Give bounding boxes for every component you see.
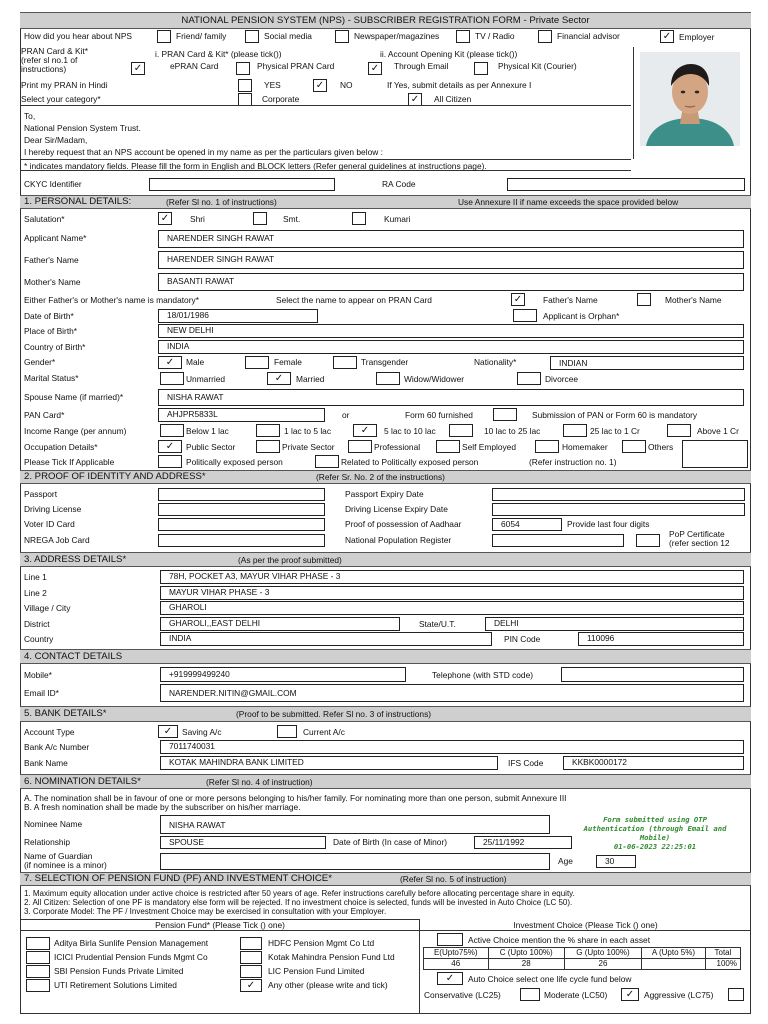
place-of-birth-field[interactable]: NEW DELHI xyxy=(158,324,744,338)
orphan-label: Applicant is Orphan* xyxy=(543,311,620,321)
pf-kotak-checkbox[interactable] xyxy=(240,951,262,964)
gender-transgender-label: Transgender xyxy=(361,357,409,367)
hear-checkbox-newspaper[interactable] xyxy=(335,30,349,43)
dob-label: Date of Birth* xyxy=(24,311,74,321)
asset-value-c[interactable]: 28 xyxy=(488,959,564,970)
salutation-kumari-checkbox[interactable] xyxy=(352,212,366,225)
mobile-label: Mobile* xyxy=(24,670,52,680)
pran-label-line3: instructions) xyxy=(21,64,67,74)
npr-label: National Population Register xyxy=(345,535,452,545)
guardian-label xyxy=(24,852,107,870)
category-all-citizen-label: All Citizen xyxy=(434,94,472,104)
income-opt1-checkbox[interactable] xyxy=(256,424,280,437)
asset-col-e: E(Upto75%) xyxy=(424,948,489,959)
pan-field[interactable]: AHJPR5833L xyxy=(158,408,325,422)
driving-license-expiry-input[interactable] xyxy=(492,503,745,516)
income-opt2-checkbox[interactable]: ✓ xyxy=(353,424,377,437)
gender-label: Gender* xyxy=(24,357,56,367)
email-field[interactable]: NARENDER.NITIN@GMAIL.COM xyxy=(160,684,744,702)
nrega-label: NREGA Job Card xyxy=(24,535,90,545)
occupation-self-checkbox[interactable] xyxy=(436,440,460,453)
account-current-label: Current A/c xyxy=(303,727,345,737)
letter-request: I hereby request that an NPS account be opened in my name as per the particulars given below : xyxy=(24,147,383,157)
pran-label-line1: PRAN Card & Kit* xyxy=(21,46,89,56)
hindi-yes-checkbox[interactable] xyxy=(238,79,252,92)
address-district-label: District xyxy=(24,619,50,629)
section-contact-title: 4. CONTACT DETAILS xyxy=(24,650,123,662)
hear-checkbox-employer[interactable]: ✓ xyxy=(660,30,674,43)
income-opt1-label: 1 lac to 5 lac xyxy=(284,426,332,436)
income-opt0-checkbox[interactable] xyxy=(160,424,184,437)
investment-title: Investment Choice (Please Tick () one) xyxy=(513,920,658,930)
category-corporate-label: Corporate xyxy=(262,94,300,104)
gender-male-label: Male xyxy=(186,357,205,367)
marital-unmarried-checkbox[interactable] xyxy=(160,372,184,385)
pop-certificate-checkbox[interactable] xyxy=(636,534,660,547)
nominee-dob-label: Date of Birth (In case of Minor) xyxy=(333,837,448,847)
section-contact-header xyxy=(20,649,751,664)
income-opt4-checkbox[interactable] xyxy=(563,424,587,437)
pan-label: PAN Card* xyxy=(24,410,65,420)
email-label: Email ID* xyxy=(24,688,59,698)
bank-name-label: Bank Name xyxy=(24,758,68,768)
hindi-no-checkbox[interactable]: ✓ xyxy=(313,79,327,92)
pension-fund-title: Pension Fund* (Please Tick () one) xyxy=(155,920,285,930)
income-opt3-label: 10 lac to 25 lac xyxy=(484,426,541,436)
asset-value-total: 100% xyxy=(705,959,740,970)
account-saving-checkbox[interactable]: ✓ xyxy=(158,725,178,738)
hear-checkbox-friend[interactable] xyxy=(157,30,171,43)
epran-label: ePRAN Card xyxy=(170,61,219,71)
address-state-label: State/U.T. xyxy=(419,619,456,629)
account-saving-label: Saving A/c xyxy=(182,727,222,737)
pep-related-label: Related to Politically exposed person xyxy=(341,457,479,467)
nationality-label: Nationality* xyxy=(474,357,517,367)
mandatory-note: * indicates mandatory fields. Please fill the form in English and BLOCK letters (Refer general guidelines at instructions page). xyxy=(24,161,487,171)
pf-sbi-label: SBI Pension Funds Private Limited xyxy=(54,966,184,976)
form-title: NATIONAL PENSION SYSTEM (NPS) - SUBSCRIBER REGISTRATION FORM - Private Sector xyxy=(181,14,590,26)
physical-kit-checkbox[interactable] xyxy=(474,62,488,75)
hear-checkbox-social[interactable] xyxy=(245,30,259,43)
lc-aggressive-checkbox[interactable] xyxy=(728,988,744,1001)
pf-note-2: 2. All Citizen: Selection of one PF is mandatory else form will be rejected. If no investment choice is selected, funds will be invested in Auto Choice (LC 50). xyxy=(24,898,573,907)
asset-col-g: G (Upto 100%) xyxy=(564,948,641,959)
address-country-field[interactable]: INDIA xyxy=(160,632,492,646)
section-bank-title: 5. BANK DETAILS* xyxy=(24,708,107,720)
salutation-smt-label: Smt. xyxy=(283,214,301,224)
occupation-professional-checkbox[interactable] xyxy=(348,440,372,453)
active-choice-table xyxy=(423,947,741,970)
pran-name-father-label: Father's Name xyxy=(543,295,598,305)
active-choice-value-row xyxy=(424,959,741,970)
letter-greeting: Dear Sir/Madam, xyxy=(24,135,88,145)
asset-col-total: Total xyxy=(705,948,740,959)
address-line2-field[interactable]: MAYUR VIHAR PHASE - 3 xyxy=(160,586,744,600)
applicant-photo xyxy=(640,52,740,146)
occupation-private-checkbox[interactable] xyxy=(256,440,280,453)
address-line1-field[interactable]: 78H, POCKET A3, MAYUR VIHAR PHASE - 3 xyxy=(160,570,744,584)
hear-checkbox-advisor[interactable] xyxy=(538,30,552,43)
select-name-note: Select the name to appear on PRAN Card xyxy=(276,295,432,305)
address-village-field[interactable]: GHAROLI xyxy=(160,601,744,615)
aadhaar-last-four-label: Provide last four digits xyxy=(567,519,650,529)
active-choice-header-row xyxy=(424,948,741,959)
aadhaar-label: Proof of possession of Aadhaar xyxy=(345,519,462,529)
relationship-label: Relationship xyxy=(24,837,71,847)
marital-unmarried-label: Unmarried xyxy=(186,374,226,384)
income-opt5-checkbox[interactable] xyxy=(667,424,691,437)
investment-title-bar xyxy=(420,919,751,931)
driving-license-label: Driving License xyxy=(24,504,82,514)
passport-input[interactable] xyxy=(158,488,325,501)
account-current-checkbox[interactable] xyxy=(277,725,297,738)
address-village-label: Village / City xyxy=(24,603,71,613)
hear-option-employer: Employer xyxy=(679,32,715,42)
occupation-others-label: Others xyxy=(648,442,674,452)
pf-kotak-label: Kotak Mahindra Pension Fund Ltd xyxy=(268,952,395,962)
ra-code-label: RA Code xyxy=(382,179,416,189)
nominee-age-field[interactable]: 30 xyxy=(596,855,636,868)
address-state-field[interactable]: DELHI xyxy=(485,617,744,631)
guardian-input[interactable] xyxy=(160,853,550,870)
section-bank-header xyxy=(20,706,751,722)
pf-sbi-checkbox[interactable] xyxy=(26,965,50,978)
pf-lic-label: LIC Pension Fund Limited xyxy=(268,966,365,976)
applicant-name-label: Applicant Name* xyxy=(24,233,87,243)
bank-account-number-field[interactable]: 7011740031 xyxy=(160,740,744,754)
marital-status-label: Marital Status* xyxy=(24,373,79,383)
section-proof-header xyxy=(20,470,751,484)
section-proof-title: 2. PROOF OF IDENTITY AND ADDRESS* xyxy=(24,471,206,483)
occupation-private-label: Private Sector xyxy=(282,442,335,452)
pf-aditya-label: Aditya Birla Sunlife Pension Management xyxy=(54,938,209,948)
pep-ref: (Refer instruction no. 1) xyxy=(529,457,617,467)
nrega-input[interactable] xyxy=(158,534,325,547)
salutation-label: Salutation* xyxy=(24,214,65,224)
occupation-homemaker-label: Homemaker xyxy=(562,442,608,452)
income-opt5-label: Above 1 Cr xyxy=(697,426,739,436)
auto-choice-label: Auto Choice select one life cycle fund below xyxy=(468,974,632,984)
pran-name-mother-checkbox[interactable] xyxy=(637,293,651,306)
passport-expiry-label: Passport Expiry Date xyxy=(345,489,424,499)
pran-option-ii: ii. Account Opening Kit (please tick()) xyxy=(380,49,518,59)
otp-stamp-line2: Authentication (through Email and xyxy=(583,824,727,833)
section-address-title: 3. ADDRESS DETAILS* xyxy=(24,553,127,565)
place-of-birth-label: Place of Birth* xyxy=(24,326,78,336)
hindi-no-label: NO xyxy=(340,80,353,90)
nomination-note-a: A. The nomination shall be in favour of one or more persons belonging to his/her family. For nominating more than one person, submit Annexure III xyxy=(24,793,567,803)
ckyc-input[interactable] xyxy=(149,178,335,191)
driving-license-input[interactable] xyxy=(158,503,325,516)
either-parent-note: Either Father's or Mother's name is mandatory* xyxy=(24,295,199,305)
auto-choice-checkbox[interactable]: ✓ xyxy=(437,972,463,985)
section-personal-ref: (Refer Sl no. 1 of instructions) xyxy=(166,196,277,207)
spouse-name-field[interactable]: NISHA RAWAT xyxy=(158,389,744,406)
guardian-label-line1: Name of Guardian xyxy=(24,851,93,861)
occupation-public-label: Public Sector xyxy=(186,442,236,452)
occupation-professional-label: Professional xyxy=(374,442,421,452)
address-pin-label: PIN Code xyxy=(504,634,541,644)
bank-name-field[interactable]: KOTAK MAHINDRA BANK LIMITED xyxy=(160,756,498,770)
npr-input[interactable] xyxy=(492,534,624,547)
asset-value-e[interactable]: 46 xyxy=(424,959,489,970)
ra-code-input[interactable] xyxy=(507,178,745,191)
pf-icici-checkbox[interactable] xyxy=(26,951,50,964)
physical-kit-label: Physical Kit (Courier) xyxy=(498,61,577,71)
section-pf-title: 7. SELECTION OF PENSION FUND (PF) AND INVESTMENT CHOICE* xyxy=(24,873,332,885)
lc-moderate-checkbox[interactable]: ✓ xyxy=(621,988,639,1001)
section-personal-header xyxy=(20,195,751,209)
pf-other-checkbox[interactable]: ✓ xyxy=(240,979,262,992)
income-opt0-label: Below 1 lac xyxy=(186,426,229,436)
bank-account-number-label: Bank A/c Number xyxy=(24,742,90,752)
otp-stamp-line1: Form submitted using OTP xyxy=(603,815,707,824)
pan-submission-note: Submission of PAN or Form 60 is mandatory xyxy=(532,410,698,420)
mother-name-label: Mother's Name xyxy=(24,277,81,287)
marital-divorcee-label: Divorcee xyxy=(545,374,579,384)
hindi-yes-label: YES xyxy=(264,80,281,90)
category-label: Select your category* xyxy=(21,94,101,104)
asset-col-c: C (Upto 100%) xyxy=(488,948,564,959)
gender-male-checkbox[interactable]: ✓ xyxy=(158,356,182,369)
section-address-ref: (As per the proof submitted) xyxy=(238,554,342,565)
nominee-name-label: Nominee Name xyxy=(24,819,83,829)
nominee-dob-field[interactable]: 25/11/1992 xyxy=(474,836,572,849)
nomination-note-b: B. A fresh nomination shall be made by the subscriber on his/her marriage. xyxy=(24,802,301,812)
passport-label: Passport xyxy=(24,489,58,499)
telephone-input[interactable] xyxy=(561,667,744,682)
driving-license-expiry-label: Driving License Expiry Date xyxy=(345,504,448,514)
salutation-smt-checkbox[interactable] xyxy=(253,212,267,225)
marital-married-checkbox[interactable]: ✓ xyxy=(267,372,291,385)
section-address-header xyxy=(20,552,751,567)
otp-stamp-line3: Mobile) xyxy=(639,833,671,842)
pop-certificate-line2: (refer section 12 xyxy=(669,538,730,548)
asset-value-a[interactable] xyxy=(641,959,705,970)
section-personal-annex: Use Annexure II if name exceeds the space provided below xyxy=(458,196,679,207)
income-opt2-label: 5 lac to 10 lac xyxy=(384,426,436,436)
category-all-citizen-checkbox[interactable]: ✓ xyxy=(408,93,422,106)
letter-trust: National Pension System Trust. xyxy=(24,123,141,133)
ckyc-label: CKYC Identifier xyxy=(24,179,82,189)
pran-label xyxy=(21,47,88,74)
salutation-shri-label: Shri xyxy=(190,214,205,224)
applicant-name-field[interactable]: NARENDER SINGH RAWAT xyxy=(158,230,744,248)
voter-id-label: Voter ID Card xyxy=(24,519,75,529)
gender-female-label: Female xyxy=(274,357,302,367)
pran-name-father-checkbox[interactable]: ✓ xyxy=(511,293,525,306)
guardian-label-line2: (if nominee is a minor) xyxy=(24,860,107,870)
marital-widow-label: Widow/Widower xyxy=(404,374,465,384)
pf-icici-label: ICICI Prudential Pension Funds Mgmt Co xyxy=(54,952,208,962)
occupation-self-label: Self Employed xyxy=(462,442,516,452)
hindi-label: Print my PRAN in Hindi xyxy=(21,80,108,90)
pf-hdfc-checkbox[interactable] xyxy=(240,937,262,950)
section-pf-ref: (Refer Sl no. 5 of instruction) xyxy=(400,873,507,884)
asset-col-a: A (Upto 5%) xyxy=(641,948,705,959)
letter-to: To, xyxy=(24,111,36,121)
form-title-bar xyxy=(20,12,751,29)
country-of-birth-field[interactable]: INDIA xyxy=(158,340,744,354)
nationality-field[interactable]: INDIAN xyxy=(550,356,744,370)
pf-note-3: 3. Corporate Model: The PF / Investment Choice may be exercised in consultation with your Employer. xyxy=(24,907,387,916)
marital-divorcee-checkbox[interactable] xyxy=(517,372,541,385)
divider xyxy=(21,105,631,106)
mandatory-note-bar xyxy=(21,159,631,171)
hear-option-newspaper: Newspaper/magazines xyxy=(354,31,440,41)
lc-aggressive-label: Aggressive (LC75) xyxy=(644,990,714,1000)
gender-female-checkbox[interactable] xyxy=(245,356,269,369)
income-label: Income Range (per annum) xyxy=(24,426,127,436)
country-of-birth-label: Country of Birth* xyxy=(24,342,86,352)
section-personal-title: 1. PERSONAL DETAILS: xyxy=(24,196,132,208)
pop-certificate-label xyxy=(669,530,730,548)
pf-uti-label: UTI Retirement Solutions Limited xyxy=(54,980,177,990)
marital-widow-checkbox[interactable] xyxy=(376,372,400,385)
father-name-label: Father's Name xyxy=(24,255,79,265)
section-nomination-ref: (Refer Sl no. 4 of instruction) xyxy=(206,776,313,787)
spouse-name-label: Spouse Name (if married)* xyxy=(24,392,124,402)
through-email-label: Through Email xyxy=(394,61,449,71)
epran-checkbox[interactable]: ✓ xyxy=(131,62,145,75)
hear-label: How did you hear about NPS xyxy=(24,31,133,41)
through-email-checkbox[interactable]: ✓ xyxy=(368,62,382,75)
address-pin-field[interactable]: 110096 xyxy=(578,632,744,646)
pf-other-label: Any other (please write and tick) xyxy=(268,980,388,990)
hindi-note: If Yes, submit details as per Annexure I xyxy=(387,80,532,90)
mobile-field[interactable]: +919999499240 xyxy=(160,667,406,682)
salutation-kumari-label: Kumari xyxy=(384,214,411,224)
relationship-field[interactable]: SPOUSE xyxy=(160,836,326,849)
pop-certificate-line1: PoP Certificate xyxy=(669,529,725,539)
address-country-label: Country xyxy=(24,634,54,644)
otp-stamp-line4: 01-06-2023 22:25:01 xyxy=(613,842,697,851)
active-choice-label: Active Choice mention the % share in each asset xyxy=(468,935,651,945)
hear-checkbox-tv[interactable] xyxy=(456,30,470,43)
pran-name-mother-label: Mother's Name xyxy=(665,295,722,305)
father-name-field[interactable]: HARENDER SINGH RAWAT xyxy=(158,251,744,269)
form60-checkbox[interactable] xyxy=(493,408,517,421)
active-choice-checkbox[interactable] xyxy=(437,933,463,946)
pran-option-i: i. PRAN Card & Kit* (please tick()) xyxy=(155,49,282,59)
pep-option-label: Politically exposed person xyxy=(186,457,283,467)
lc-moderate-label: Moderate (LC50) xyxy=(544,990,608,1000)
nominee-age-label: Age xyxy=(558,856,573,866)
income-opt3-checkbox[interactable] xyxy=(449,424,473,437)
salutation-shri-checkbox[interactable]: ✓ xyxy=(158,212,172,225)
gender-transgender-checkbox[interactable] xyxy=(333,356,357,369)
orphan-checkbox[interactable] xyxy=(513,309,537,322)
occupation-label: Occupation Details* xyxy=(24,442,98,452)
asset-value-g[interactable]: 26 xyxy=(564,959,641,970)
pf-hdfc-label: HDFC Pension Mgmt Co Ltd xyxy=(268,938,375,948)
otp-stamp xyxy=(560,815,750,851)
form60-label: Form 60 furnished xyxy=(405,410,473,420)
hear-option-social: Social media xyxy=(264,31,312,41)
pf-uti-checkbox[interactable] xyxy=(26,979,50,992)
lc-conservative-checkbox[interactable] xyxy=(520,988,540,1001)
section-nomination-header xyxy=(20,774,751,789)
occupation-public-checkbox[interactable]: ✓ xyxy=(158,440,182,453)
hear-option-friend: Friend/ family xyxy=(176,31,227,41)
ifsc-field[interactable]: KKBK0000172 xyxy=(563,756,744,770)
physical-pran-label: Physical PRAN Card xyxy=(257,61,335,71)
passport-expiry-input[interactable] xyxy=(492,488,745,501)
hear-option-tv: TV / Radio xyxy=(475,31,515,41)
pep-related-checkbox[interactable] xyxy=(315,455,339,468)
account-type-label: Account Type xyxy=(24,727,75,737)
telephone-label: Telephone (with STD code) xyxy=(432,670,534,680)
ifsc-label: IFS Code xyxy=(508,758,544,768)
address-line2-label: Line 2 xyxy=(24,588,47,598)
physical-pran-checkbox[interactable] xyxy=(236,62,250,75)
pf-note-1: 1. Maximum equity allocation under active choice is restricted after 50 years of age. Refer instructions carefully before allocating percentage share in equity. xyxy=(24,889,575,898)
pep-label: Please Tick If Applicable xyxy=(24,457,115,467)
occupation-others-input[interactable] xyxy=(682,440,748,468)
pension-fund-title-bar xyxy=(20,919,420,931)
pf-lic-checkbox[interactable] xyxy=(240,965,262,978)
hear-option-advisor: Financial advisor xyxy=(557,31,620,41)
nominee-name-field[interactable]: NISHA RAWAT xyxy=(160,815,550,834)
occupation-homemaker-checkbox[interactable] xyxy=(535,440,559,453)
voter-id-input[interactable] xyxy=(158,518,325,531)
address-district-field[interactable]: GHAROLI,,EAST DELHI xyxy=(160,617,400,631)
marital-married-label: Married xyxy=(296,374,325,384)
section-bank-ref: (Proof to be submitted. Refer Sl no. 3 of instructions) xyxy=(236,708,432,719)
pf-aditya-checkbox[interactable] xyxy=(26,937,50,950)
aadhaar-last-four-field[interactable]: 6054 xyxy=(492,518,562,531)
mother-name-field[interactable]: BASANTI RAWAT xyxy=(158,273,744,291)
occupation-others-checkbox[interactable] xyxy=(622,440,646,453)
pep-checkbox[interactable] xyxy=(158,455,182,468)
section-pf-header xyxy=(20,872,751,886)
section-nomination-title: 6. NOMINATION DETAILS* xyxy=(24,775,141,787)
pan-or: or xyxy=(342,410,350,420)
lc-conservative-label: Conservative (LC25) xyxy=(424,990,501,1000)
section-proof-ref: (Refer Sr. No. 2 of the instructions) xyxy=(316,471,445,482)
address-line1-label: Line 1 xyxy=(24,572,47,582)
dob-field[interactable]: 18/01/1986 xyxy=(158,309,318,323)
income-opt4-label: 25 lac to 1 Cr xyxy=(590,426,640,436)
pran-label-line2: (refer sl no.1 of xyxy=(21,55,78,65)
